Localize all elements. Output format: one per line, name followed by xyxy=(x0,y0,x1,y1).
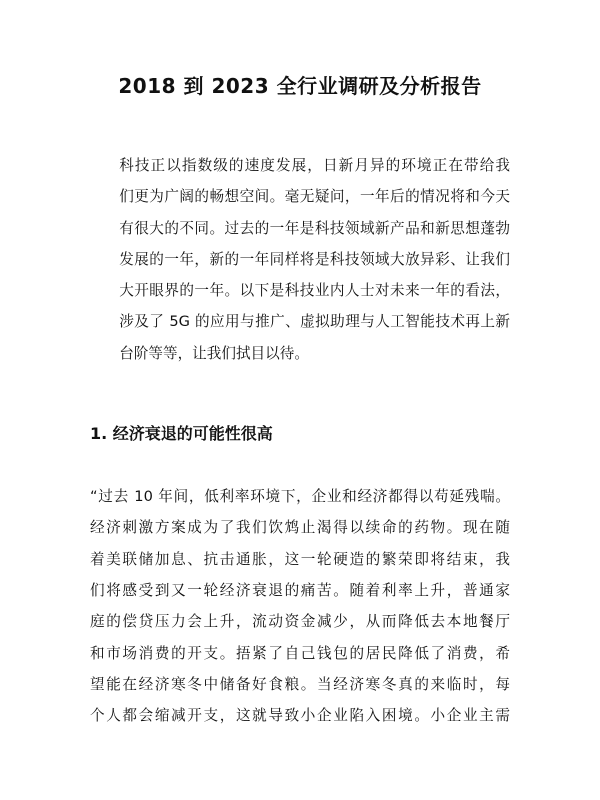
intro-line: 发展的一年，新的一年同样将是科技领域大放异彩、让我们 xyxy=(119,250,510,268)
intro-line: 有很大的不同。过去的一年是科技领域新产品和新思想蓬勃 xyxy=(119,219,510,237)
intro-line: 台阶等等，让我们拭目以待。 xyxy=(119,344,309,362)
section-line: 经济刺激方案成为了我们饮鸩止渴得以续命的药物。现在随 xyxy=(90,519,510,537)
section-line: 个人都会缩减开支，这就导致小企业陷入困境。小企业主需 xyxy=(90,707,510,725)
intro-line: 们更为广阔的畅想空间。毫无疑问，一年后的情况将和今天 xyxy=(119,188,510,206)
intro-line: 科技正以指数级的速度发展，日新月异的环境正在带给我 xyxy=(119,157,510,174)
section-heading: 1. 经济衰退的可能性很高 xyxy=(90,424,273,444)
document-title: 2018 到 2023 全行业调研及分析报告 xyxy=(118,74,482,98)
intro-paragraph xyxy=(90,150,510,369)
section-line: 庭的偿贷压力会上升，流动资金减少，从而降低去本地餐厅 xyxy=(90,613,510,631)
section-line: 着美联储加息、抗击通胀，这一轮硬造的繁荣即将结束，我 xyxy=(90,550,510,568)
section-line: 和市场消费的开支。捂紧了自己钱包的居民降低了消费，希 xyxy=(90,644,510,662)
section-line: 望能在经济寒冬中储备好食粮。当经济寒冬真的来临时，每 xyxy=(90,675,510,693)
intro-line: 涉及了 5G 的应用与推广、虚拟助理与人工智能技术再上新 xyxy=(119,313,510,331)
section-paragraph xyxy=(90,481,510,731)
intro-line: 大开眼界的一年。以下是科技业内人士对未来一年的看法， xyxy=(119,282,510,300)
section-line: 们将感受到又一轮经济衰退的痛苦。随着利率上升，普通家 xyxy=(90,581,510,599)
section-line: “过去 10 年间，低利率环境下，企业和经济都得以苟延残喘。 xyxy=(90,488,510,506)
